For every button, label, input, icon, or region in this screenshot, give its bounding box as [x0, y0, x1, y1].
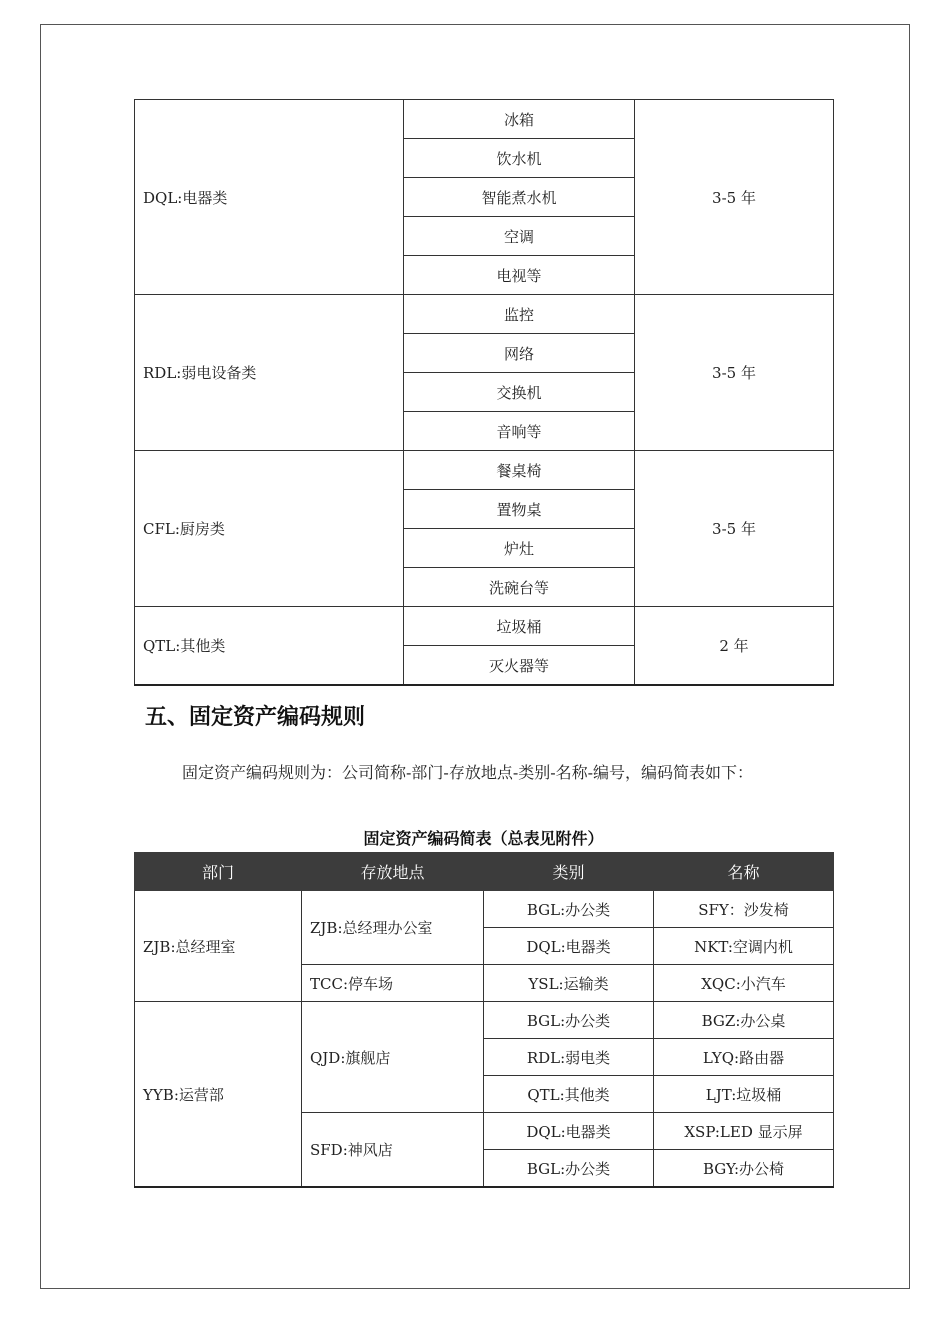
item-cell: 音响等 — [404, 412, 635, 451]
location-cell: ZJB:总经理办公室 — [302, 891, 484, 965]
item-cell: 电视等 — [404, 256, 635, 295]
section-paragraph: 固定资产编码规则为：公司简称-部门-存放地点-类别-名称-编号，编码简表如下： — [182, 763, 754, 782]
name-cell: LJT:垃圾桶 — [654, 1076, 834, 1113]
item-cell: 炉灶 — [404, 529, 635, 568]
item-cell: 垃圾桶 — [404, 607, 635, 646]
item-cell: 智能煮水机 — [404, 178, 635, 217]
item-cell: 交换机 — [404, 373, 635, 412]
table-row — [135, 1002, 834, 1039]
location-cell: QJD:旗舰店 — [302, 1002, 484, 1113]
item-cell: 饮水机 — [404, 139, 635, 178]
department-cell: YYB:运营部 — [135, 1002, 302, 1188]
item-cell: 洗碗台等 — [404, 568, 635, 607]
years-cell: 3-5 年 — [635, 451, 834, 607]
item-cell: 冰箱 — [404, 100, 635, 139]
category-cell: DQL:电器类 — [135, 100, 404, 295]
category-cell: RDL:弱电类 — [484, 1039, 654, 1076]
category-cell: DQL:电器类 — [484, 1113, 654, 1150]
item-cell: 网络 — [404, 334, 635, 373]
category-cell: QTL:其他类 — [484, 1076, 654, 1113]
name-cell: LYQ:路由器 — [654, 1039, 834, 1076]
category-cell: YSL:运输类 — [484, 965, 654, 1002]
name-cell: XQC:小汽车 — [654, 965, 834, 1002]
table-row — [135, 607, 834, 646]
item-cell: 灭火器等 — [404, 646, 635, 686]
category-cell: BGL:办公类 — [484, 1002, 654, 1039]
asset-code-table — [134, 852, 834, 1188]
name-cell: SFY：沙发椅 — [654, 891, 834, 928]
item-cell: 监控 — [404, 295, 635, 334]
table-row — [135, 891, 834, 928]
column-header-location: 存放地点 — [302, 853, 484, 891]
section-heading: 五、固定资产编码规则 — [145, 705, 366, 730]
table-row — [135, 100, 834, 139]
years-cell: 2 年 — [635, 607, 834, 686]
name-cell: XSP:LED 显示屏 — [654, 1113, 834, 1150]
table-row — [135, 295, 834, 334]
item-cell: 空调 — [404, 217, 635, 256]
column-header-category: 类别 — [484, 853, 654, 891]
table-row — [135, 451, 834, 490]
years-cell: 3-5 年 — [635, 100, 834, 295]
years-cell: 3-5 年 — [635, 295, 834, 451]
category-cell: CFL:厨房类 — [135, 451, 404, 607]
asset-lifetime-table — [134, 99, 834, 686]
name-cell: NKT:空调内机 — [654, 928, 834, 965]
category-cell: RDL:弱电设备类 — [135, 295, 404, 451]
column-header-name: 名称 — [654, 853, 834, 891]
name-cell: BGY:办公椅 — [654, 1150, 834, 1188]
department-cell: ZJB:总经理室 — [135, 891, 302, 1002]
name-cell: BGZ:办公桌 — [654, 1002, 834, 1039]
category-cell: DQL:电器类 — [484, 928, 654, 965]
item-cell: 餐桌椅 — [404, 451, 635, 490]
column-header-department: 部门 — [135, 853, 302, 891]
location-cell: TCC:停车场 — [302, 965, 484, 1002]
item-cell: 置物桌 — [404, 490, 635, 529]
category-cell: BGL:办公类 — [484, 891, 654, 928]
category-cell: BGL:办公类 — [484, 1150, 654, 1188]
header-row — [135, 853, 834, 891]
location-cell: SFD:神风店 — [302, 1113, 484, 1188]
category-cell: QTL:其他类 — [135, 607, 404, 686]
table-caption: 固定资产编码简表（总表见附件） — [363, 829, 604, 848]
